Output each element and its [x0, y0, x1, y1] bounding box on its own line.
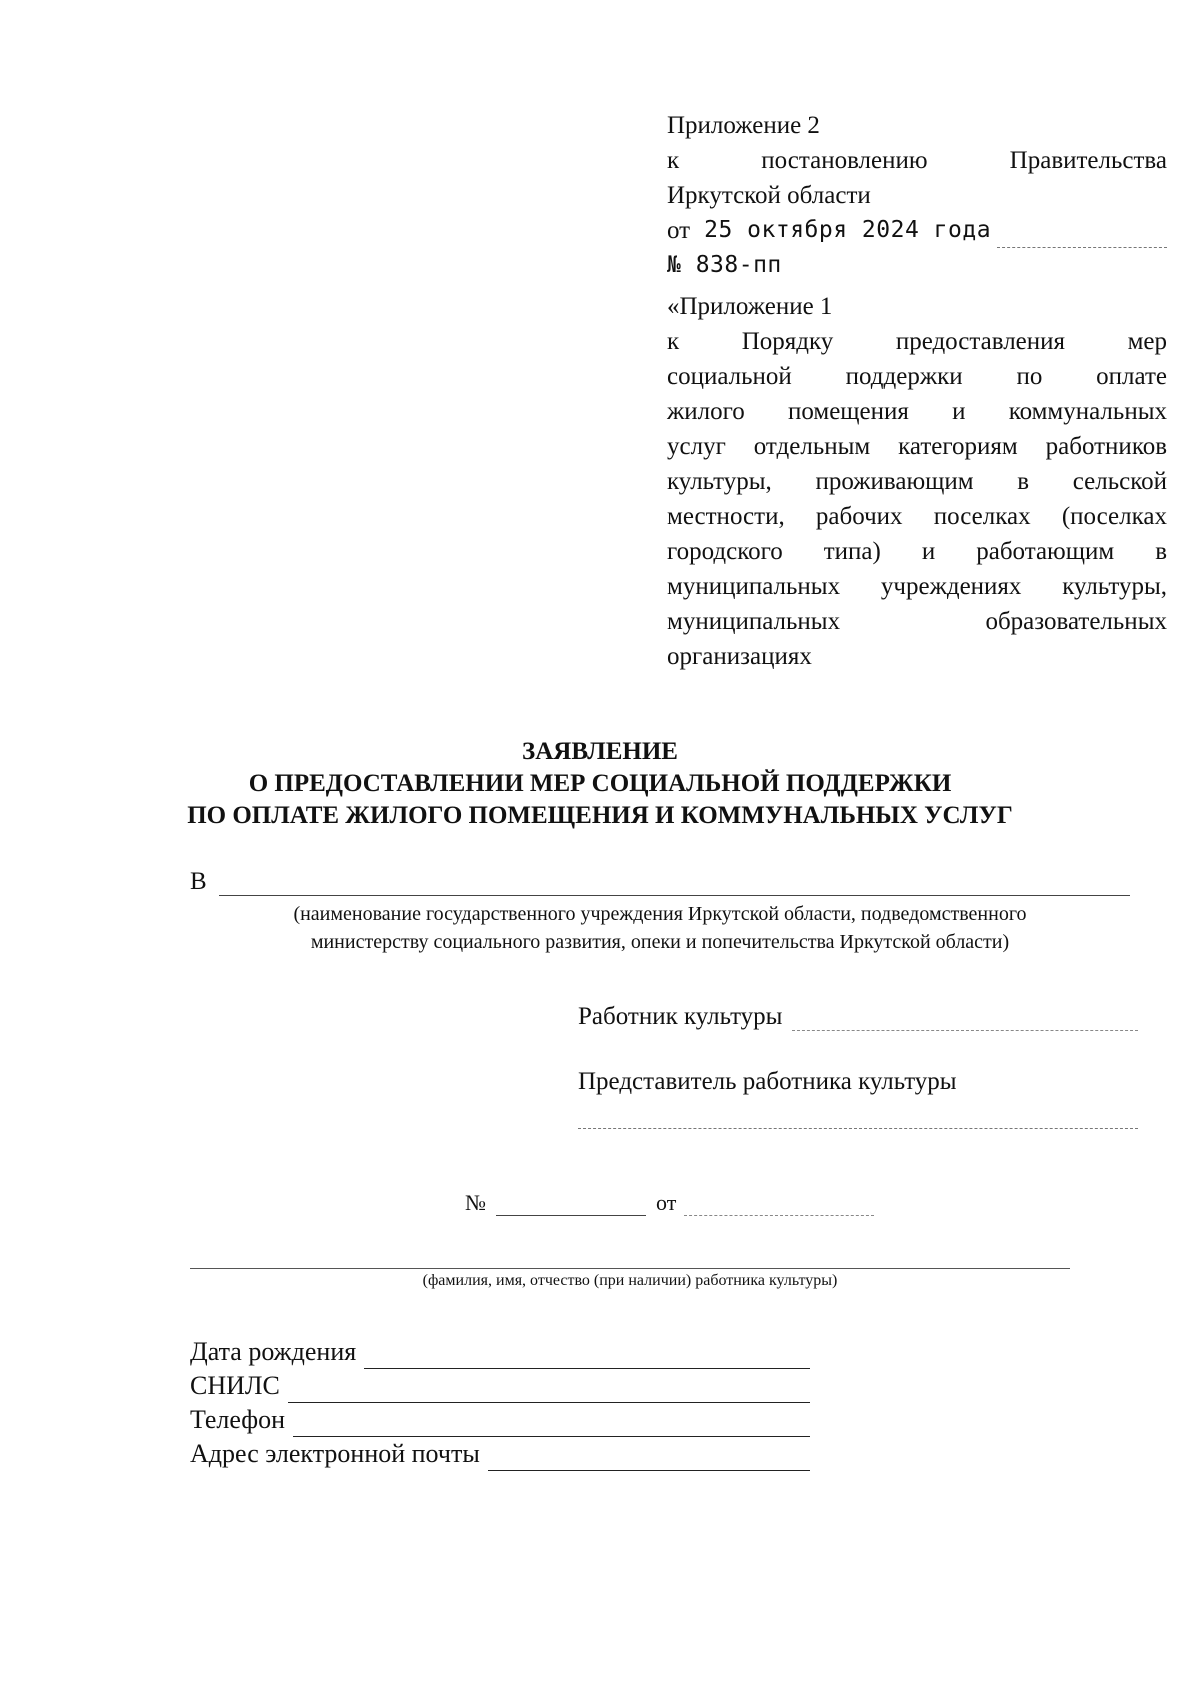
- birth-date-label: Дата рождения: [190, 1337, 357, 1366]
- appendix1-line: услуг отдельным категориям работников: [667, 433, 1167, 460]
- appendix-header: [667, 108, 1167, 674]
- appendix1-line: культуры, проживающим в сельской: [667, 468, 1167, 495]
- recipient-row: [190, 868, 1130, 896]
- registration-number-field[interactable]: [496, 1197, 646, 1216]
- snils-field[interactable]: [288, 1378, 810, 1403]
- appendix-region: Иркутской области: [667, 182, 871, 209]
- recipient-field[interactable]: [219, 873, 1130, 896]
- decree-date-line: от 25 октября 2024 года: [667, 213, 1167, 248]
- representative-label: Представитель работника культуры: [578, 1068, 957, 1095]
- recipient-caption: (наименование государственного учреждения Иркутской области, подведомственного министерству социального развития, опеки и попечительства Иркутской области): [293, 903, 1027, 953]
- appendix1-line: к Порядку предоставления мер: [667, 328, 1167, 355]
- appendix1-title: «Приложение 1: [667, 293, 833, 320]
- decree-number: № 838-пп: [667, 252, 782, 278]
- phone-label: Телефон: [190, 1405, 286, 1434]
- birth-date-field[interactable]: [364, 1344, 810, 1369]
- email-label: Адрес электронной почты: [190, 1439, 480, 1468]
- registration-row: [465, 1190, 874, 1216]
- phone-field[interactable]: [293, 1412, 810, 1437]
- appendix1-line: городского типа) и работающим в: [667, 538, 1167, 565]
- personal-fields: [190, 1335, 810, 1471]
- appendix1-last-line: организациях: [667, 643, 812, 670]
- number-label: №: [465, 1190, 486, 1215]
- registration-date-field[interactable]: [684, 1197, 874, 1216]
- title-line-3: ПО ОПЛАТЕ ЖИЛОГО ПОМЕЩЕНИЯ И КОММУНАЛЬНЫХ УСЛУГ: [187, 802, 1013, 829]
- appendix1-line: муниципальных образовательных: [667, 608, 1167, 635]
- decree-date: 25 октября 2024 года: [704, 217, 992, 243]
- appendix1-line: местности, рабочих поселках (поселках: [667, 503, 1167, 530]
- fio-field[interactable]: [190, 1268, 1070, 1269]
- phone-row: [190, 1403, 810, 1437]
- document-title: [150, 736, 1050, 832]
- email-field[interactable]: [488, 1446, 810, 1471]
- appendix1-line: муниципальных учреждениях культуры,: [667, 573, 1167, 600]
- date-underline: [997, 227, 1167, 248]
- appendix1-line: жилого помещения и коммунальных: [667, 398, 1167, 425]
- snils-label: СНИЛС: [190, 1371, 280, 1400]
- appendix1-text: [667, 324, 1167, 639]
- snils-row: [190, 1369, 810, 1403]
- worker-row: [578, 1003, 1138, 1031]
- birth-date-row: [190, 1335, 810, 1369]
- title-line-2: О ПРЕДОСТАВЛЕНИИ МЕР СОЦИАЛЬНОЙ ПОДДЕРЖКИ: [248, 770, 952, 797]
- appendix-decree-line: к постановлению Правительства: [667, 147, 1167, 174]
- worker-field[interactable]: [792, 1008, 1138, 1031]
- fio-caption: (фамилия, имя, отчество (при наличии) работника культуры): [422, 1272, 838, 1289]
- appendix1-line: социальной поддержки по оплате: [667, 363, 1167, 390]
- title-line-1: ЗАЯВЛЕНИЕ: [522, 738, 678, 765]
- representative-field[interactable]: [578, 1128, 1138, 1129]
- appendix-number: Приложение 2: [667, 112, 820, 139]
- worker-label: Работник культуры: [578, 1003, 783, 1030]
- from-label: от: [656, 1190, 677, 1215]
- email-row: [190, 1437, 810, 1471]
- recipient-prefix: В: [190, 868, 207, 895]
